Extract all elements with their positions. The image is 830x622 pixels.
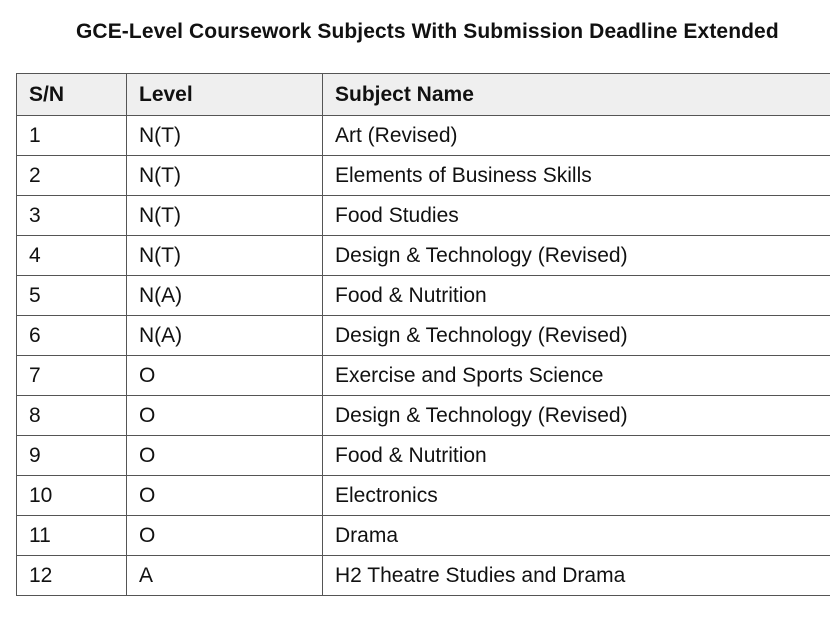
cell-level: N(T) (127, 116, 323, 156)
cell-subject-name: Food & Nutrition (323, 436, 830, 476)
cell-level: N(T) (127, 156, 323, 196)
table-row (17, 396, 830, 436)
cell-subject-name: Food & Nutrition (323, 276, 830, 316)
table-row (17, 196, 830, 236)
cell-level: N(T) (127, 196, 323, 236)
cell-level: N(A) (127, 276, 323, 316)
cell-sn: 2 (17, 156, 127, 196)
cell-sn: 4 (17, 236, 127, 276)
cell-sn: 1 (17, 116, 127, 156)
cell-subject-name: Art (Revised) (323, 116, 830, 156)
cell-level: O (127, 476, 323, 516)
cell-subject-name: Electronics (323, 476, 830, 516)
subjects-table (16, 73, 830, 596)
cell-subject-name: Design & Technology (Revised) (323, 396, 830, 436)
table-row (17, 236, 830, 276)
cell-subject-name: Design & Technology (Revised) (323, 236, 830, 276)
cell-subject-name: H2 Theatre Studies and Drama (323, 556, 830, 596)
cell-subject-name: Drama (323, 516, 830, 556)
cell-subject-name: Design & Technology (Revised) (323, 316, 830, 356)
table-row (17, 356, 830, 396)
cell-sn: 7 (17, 356, 127, 396)
cell-sn: 9 (17, 436, 127, 476)
cell-level: O (127, 356, 323, 396)
table-row (17, 116, 830, 156)
cell-sn: 6 (17, 316, 127, 356)
cell-subject-name: Elements of Business Skills (323, 156, 830, 196)
table-row (17, 316, 830, 356)
table-row (17, 476, 830, 516)
cell-level: O (127, 396, 323, 436)
header-level: Level (127, 74, 323, 116)
table-row (17, 516, 830, 556)
table-row (17, 276, 830, 316)
table-row (17, 556, 830, 596)
cell-level: A (127, 556, 323, 596)
cell-sn: 12 (17, 556, 127, 596)
table-row (17, 436, 830, 476)
cell-sn: 10 (17, 476, 127, 516)
cell-level: N(A) (127, 316, 323, 356)
cell-subject-name: Exercise and Sports Science (323, 356, 830, 396)
cell-level: O (127, 436, 323, 476)
cell-level: O (127, 516, 323, 556)
header-subject-name: Subject Name (323, 74, 830, 116)
document-title: GCE-Level Coursework Subjects With Submission Deadline Extended (76, 20, 779, 43)
cell-subject-name: Food Studies (323, 196, 830, 236)
cell-sn: 5 (17, 276, 127, 316)
table-header-row (17, 74, 830, 116)
header-sn: S/N (17, 74, 127, 116)
table-row (17, 156, 830, 196)
cell-level: N(T) (127, 236, 323, 276)
cell-sn: 8 (17, 396, 127, 436)
cell-sn: 3 (17, 196, 127, 236)
cell-sn: 11 (17, 516, 127, 556)
